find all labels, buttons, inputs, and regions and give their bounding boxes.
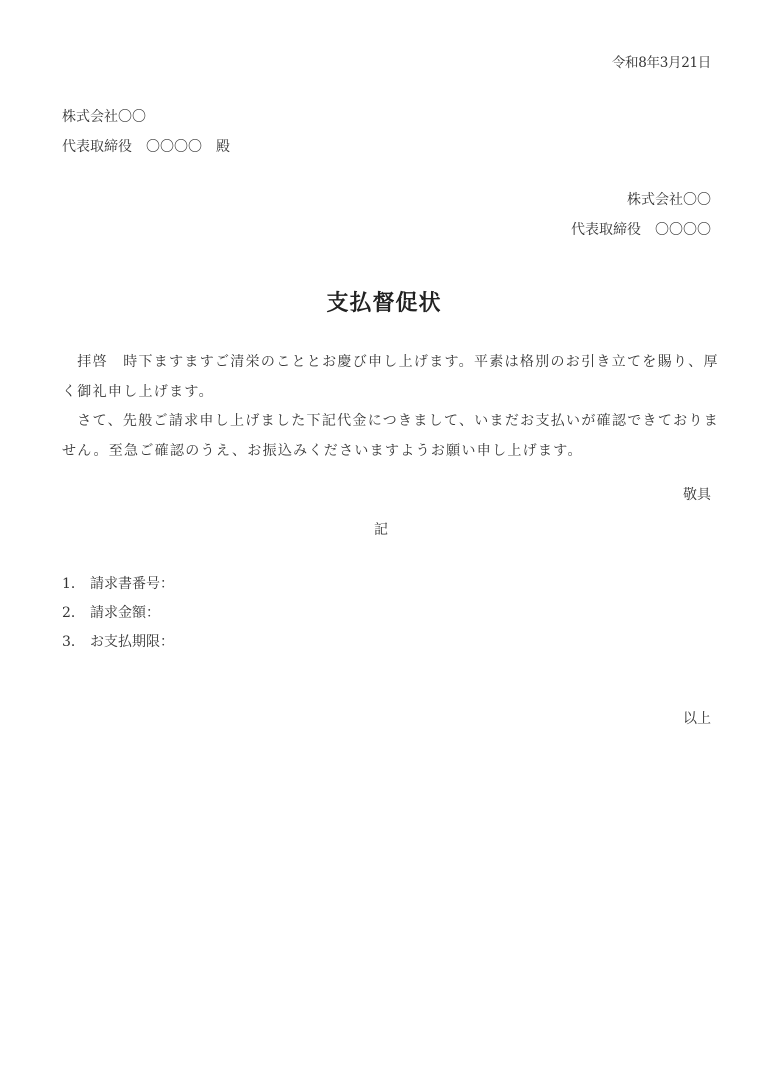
sender-representative: 代表取締役 〇〇〇〇 [571, 222, 711, 238]
body-line: さて、先般ご請求申し上げました下記代金につきまして、いまだお支払いが確認できておりま [62, 413, 720, 429]
recipient-representative: 代表取締役 〇〇〇〇 殿 [62, 139, 230, 155]
recipient-company: 株式会社〇〇 [62, 109, 146, 125]
body-line: せん。至急ご確認のうえ、お振込みくださいますようお願い申し上げます。 [62, 442, 583, 459]
body-paragraph-greeting [62, 348, 719, 407]
end-ijo: 以上 [683, 711, 711, 727]
body-paragraph-request [62, 407, 720, 466]
list-item-invoice-number [62, 576, 174, 605]
closing-keigu: 敬具 [683, 487, 711, 503]
document-title: 支払督促状 [326, 290, 442, 316]
list-item-invoice-amount [62, 605, 174, 634]
ki-heading: 記 [374, 522, 388, 538]
item-label: 請求書番号： [90, 576, 174, 592]
body-line: 拝啓 時下ますますご清栄のこととお慶び申し上げます。平素は格別のお引き立てを賜り、厚 [62, 354, 719, 370]
item-number: 3． [62, 634, 85, 650]
item-list [62, 576, 174, 663]
item-label: お支払期限： [90, 634, 174, 650]
sender-company: 株式会社〇〇 [627, 192, 711, 208]
item-number: 2． [62, 605, 85, 621]
body-line: く御礼申し上げます。 [62, 383, 214, 400]
document-date: 令和8年3月21日 [611, 55, 711, 71]
list-item-payment-deadline [62, 634, 174, 663]
item-label: 請求金額： [90, 605, 160, 621]
item-number: 1． [62, 576, 85, 592]
